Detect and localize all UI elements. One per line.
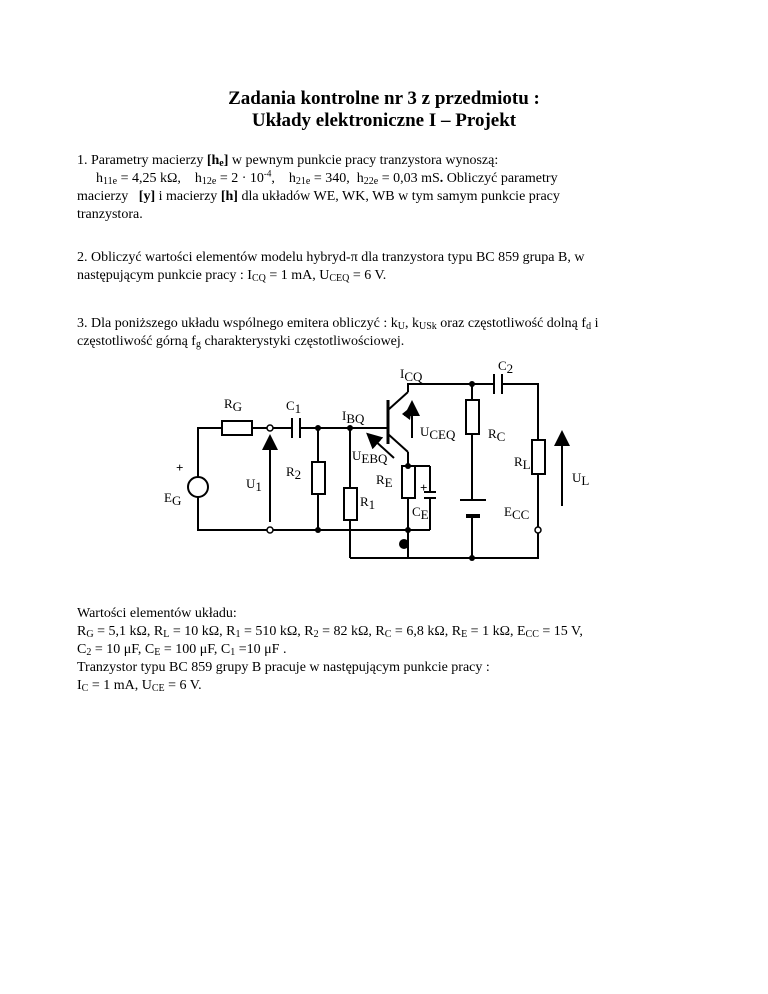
terminal-ul-bottom [535,527,541,533]
plus-sign-ce: + [420,480,428,495]
task3-line-2: częstotliwość górną $f_g$ charakterystyki częstotliwościowej. [77,334,405,350]
terminal-u1-bottom [267,527,273,533]
label-r2: R2 [286,464,302,482]
resistor-rg [222,421,252,435]
terminal-u1-top [267,425,273,431]
label-rl: RL [514,454,531,472]
values-line-3: Tranzystor typu BC 859 grupy B pracuje w następującym punkcie pracy : [77,660,490,675]
title-line-1: Zadania kontrolne nr 3 z przedmiotu : [228,88,540,109]
node-emitter [405,463,411,469]
label-uebq: UEBQ [352,448,388,466]
label-c2: C2 [498,358,514,376]
arrow-ibq-head [402,406,412,420]
label-ul: UL [572,470,590,488]
node-bottom-right [469,555,475,561]
task1-line-1: 1. Parametry macierzy $[h_e]$ w pewnym punkcie pracy tranzystora wynoszą: [77,153,499,169]
label-u1: U1 [246,476,262,494]
label-eg: EG [164,490,182,508]
label-rc: RC [488,426,506,444]
label-c1: C1 [286,398,302,416]
task2-line-2: następującym punkcie pracy : $I_{CQ} = 1$ mA, $U_{CEQ} = 6$ V. [77,268,387,284]
resistor-r1 [344,488,357,520]
capacitor-c2 [494,374,502,394]
label-ibq: IBQ [342,408,365,426]
label-icq: ICQ [400,366,423,384]
resistor-rl [532,440,545,474]
wire-collector [408,384,472,392]
label-re: RE [376,472,393,490]
plus-sign-source: + [176,460,184,475]
node-r2-top [315,425,321,431]
node-ground [399,539,409,549]
task2-line-1: 2. Obliczyć wartości elementów modelu hybryd-π dla tranzystora typu BC 859 grupa B, w [77,250,585,265]
node-collector [469,381,475,387]
task3-line-1: 3. Dla poniższego układu wspólnego emitera obliczyć : $k_U$, $k_{USk}$ oraz częstotliwość dolną $f_d$ i [77,316,599,332]
node-re-bottom [405,527,411,533]
wire-source-top [198,428,222,477]
task1-line-2: $h_{11e} = 4,25$ kΩ, $h_{12e} = 2 \cdot 10^{-4}$, $h_{21e} = 340$, $h_{22e} = 0,03$ mS. Obliczyć parametry [96,168,558,187]
resistor-r2 [312,462,325,494]
task1-line-3: macierzy [y] i macierzy [h] dla układów WE, WK, WB w tym samym punkcie pracy [77,189,560,204]
title-line-2: Układy elektroniczne I – Projekt [251,110,517,131]
label-uceq: UCEQ [420,424,456,442]
wire-c2-rl [502,384,538,440]
wire-bottom-left [198,497,408,530]
source-eg [188,477,208,497]
transistor-collector [388,392,408,410]
resistor-re [402,466,415,498]
label-r1: R1 [360,494,376,512]
values-line-1: $R_G = 5,1$ kΩ, $R_L = 10$ kΩ, $R_1 = 510$ kΩ, $R_2 = 82$ kΩ, $R_C = 6,8$ kΩ, $R_E = 1$ kΩ, $E_{CC} = 15$ V, [77,624,583,640]
transistor-emitter [388,434,408,452]
values-line-4: $I_C = 1$ mA, $U_{CE} = 6$ V. [77,678,202,694]
task1-line-4: tranzystora. [77,207,143,222]
values-heading: Wartości elementów układu: [77,606,237,621]
capacitor-c1 [292,418,300,438]
resistor-rc [466,400,479,434]
label-ecc: ECC [504,504,530,522]
values-line-2: $C_2 = 10$ μF, $C_E = 100$ μF, $C_1 =10$ μF . [77,642,287,658]
label-rg: RG [224,396,243,414]
node-r2-bottom [315,527,321,533]
wire-emitter [408,452,430,466]
label-ce: CE [412,504,429,522]
